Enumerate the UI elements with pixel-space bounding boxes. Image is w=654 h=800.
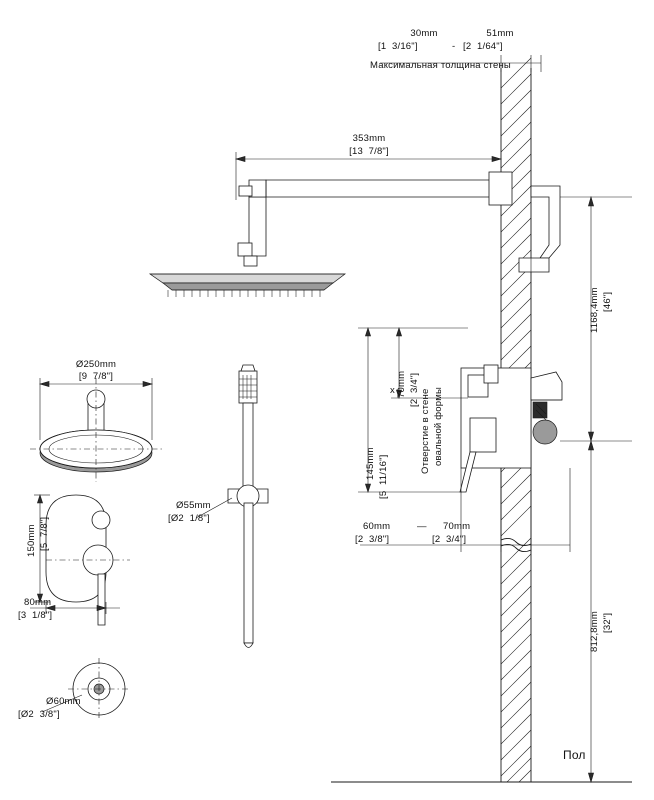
outlet-diameter-inch: [Ø2 3/8"]	[18, 709, 60, 720]
hole-width-inch: [5 11/16"]	[378, 454, 389, 499]
hand-holder-diameter-inch: [Ø2 1/8"]	[168, 513, 210, 524]
hole-height-mm: 70mm	[396, 370, 407, 398]
height-top-mm: 1168,4mm	[589, 287, 600, 333]
hand-holder-diameter-mm: Ø55mm	[176, 500, 211, 511]
outlet-diameter-mm: Ø60mm	[46, 696, 81, 707]
hole-multiply-symbol: x	[390, 385, 395, 396]
wall-thickness-left-inch: [1 3/16"]	[378, 41, 418, 52]
control-plate-front-view	[46, 495, 130, 625]
wall-thickness-caption: Максимальная толщина стены	[370, 60, 511, 71]
height-dimensions	[560, 197, 632, 782]
rain-shower-head	[150, 274, 345, 297]
plate-height-inch: [5 7/8"]	[39, 516, 50, 551]
height-top-inch: [46"]	[602, 291, 613, 312]
valve-depth-mm: 60mm	[363, 521, 391, 532]
arm-length-inch: [13 7/8"]	[349, 146, 389, 157]
arm-length-mm: 353mm	[352, 133, 386, 144]
hole-height-inch: [2 3/4"]	[409, 372, 420, 407]
head-diameter-mm: Ø250mm	[75, 359, 117, 370]
wall-outlet-elbow	[519, 186, 560, 272]
plate-height-mm: 150mm	[26, 524, 37, 557]
hole-width-mm: 145mm	[365, 447, 376, 480]
wall-thickness-left-mm: 30mm	[410, 28, 438, 39]
height-bottom-mm: 812,8mm	[589, 610, 600, 652]
floor-label: Пол	[563, 748, 586, 762]
shower-arm	[238, 172, 512, 266]
height-bottom-inch: [32"]	[602, 612, 613, 633]
wall-hole-caption-line1: Отверстие в стене	[420, 388, 431, 474]
wall-thickness-right-inch: [2 1/64"]	[463, 41, 503, 52]
plate-width-inch: [3 1/8"]	[18, 610, 53, 621]
wall-hole-caption-line2: овальной формы	[433, 386, 444, 466]
valve-width-mm: 70mm	[443, 521, 471, 532]
valve-depth-dash: —	[417, 521, 427, 532]
valve-depth-inch: [2 3/8"]	[355, 534, 390, 545]
wall-thickness-right-mm: 51mm	[486, 28, 514, 39]
plate-width-mm: 80mm	[24, 597, 52, 608]
shower-head-front-view	[30, 378, 162, 482]
head-diameter-inch: [9 7/8"]	[78, 371, 114, 382]
valve-width-inch: [2 3/4"]	[432, 534, 467, 545]
wall-thickness-dash: -	[452, 41, 456, 52]
concealed-mixer-valve	[460, 365, 562, 492]
